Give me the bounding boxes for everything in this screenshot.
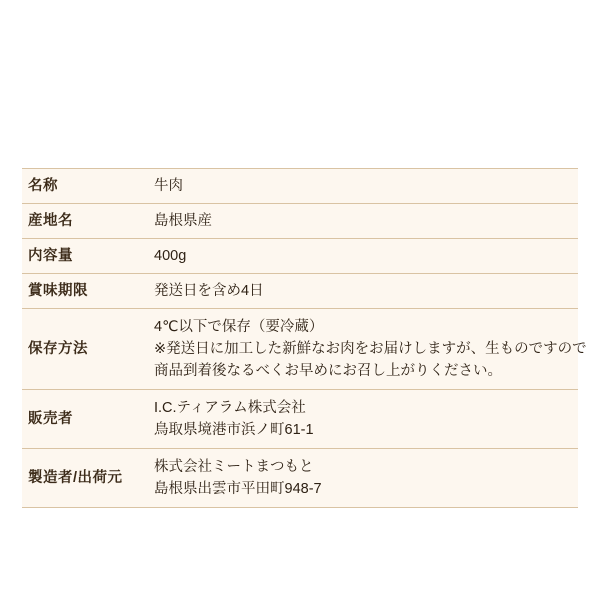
value-line: 島根県産 xyxy=(154,213,212,229)
row-value xyxy=(148,169,578,204)
value-line: 島根県出雲市平田町948-7 xyxy=(154,481,322,497)
value-line: 発送日を含め4日 xyxy=(154,283,264,299)
row-label: 名称 xyxy=(22,169,148,204)
value-line: 商品到着後なるべくお早めにお召し上がりください。 xyxy=(154,363,502,379)
row-value xyxy=(148,204,578,239)
row-label: 賞味期限 xyxy=(22,274,148,309)
value-line: I.C.ティアラム株式会社 xyxy=(154,400,306,416)
row-value xyxy=(148,390,578,449)
value-line: 鳥取県境港市浜ノ町61-1 xyxy=(154,422,314,438)
row-value xyxy=(148,274,578,309)
row-value xyxy=(148,309,587,390)
table-row xyxy=(22,204,578,239)
row-value xyxy=(148,449,578,508)
table-row xyxy=(22,309,578,390)
spec-table-container xyxy=(22,168,587,508)
value-line: 400g xyxy=(154,248,187,264)
row-label: 産地名 xyxy=(22,204,148,239)
row-label: 保存方法 xyxy=(22,309,148,390)
table-row xyxy=(22,449,578,508)
table-row xyxy=(22,390,578,449)
row-label: 製造者/出荷元 xyxy=(22,449,148,508)
row-value xyxy=(148,239,578,274)
row-label: 販売者 xyxy=(22,390,148,449)
value-line: 牛肉 xyxy=(154,178,183,194)
table-row xyxy=(22,274,578,309)
table-row xyxy=(22,239,578,274)
value-line: 株式会社ミートまつもと xyxy=(154,459,314,475)
value-line: 4℃以下で保存（要冷蔵） xyxy=(154,319,324,335)
value-line: ※発送日に加工した新鮮なお肉をお届けしますが、生ものですので xyxy=(154,341,587,357)
table-row xyxy=(22,169,578,204)
product-spec-table xyxy=(22,168,587,508)
row-label: 内容量 xyxy=(22,239,148,274)
